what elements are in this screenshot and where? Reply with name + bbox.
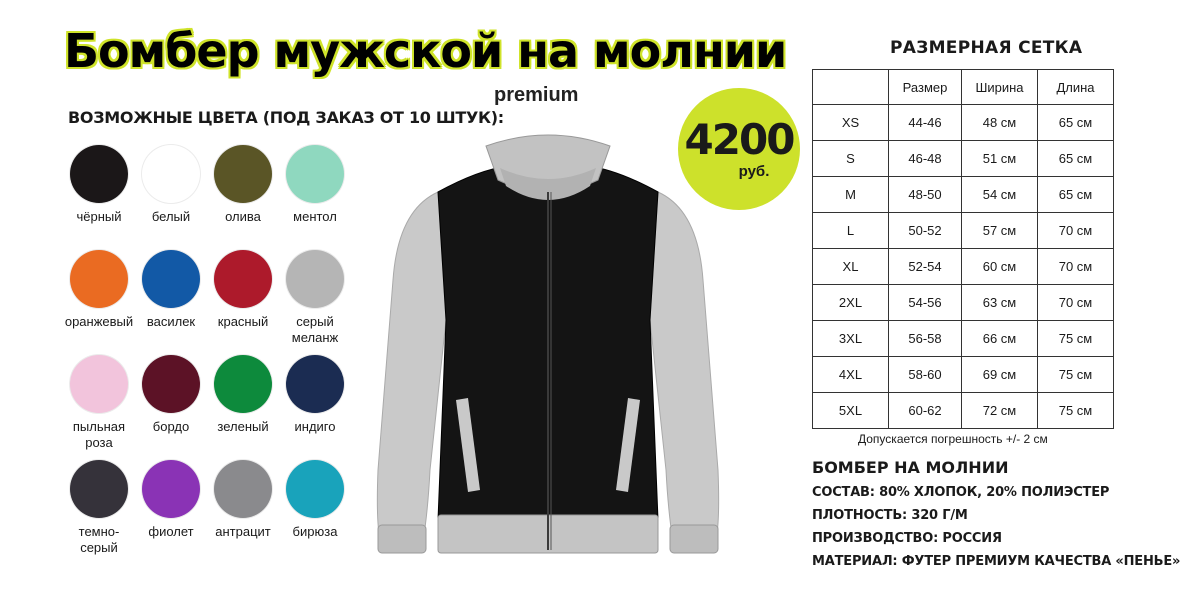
- size-chart-cell: 3XL: [813, 321, 889, 357]
- size-chart-row: [813, 177, 1114, 213]
- size-chart-table: [812, 69, 1114, 429]
- column-header: Размер: [889, 70, 962, 105]
- product-info-title: БОМБЕР НА МОЛНИИ: [812, 458, 1009, 477]
- color-label: красный: [217, 314, 269, 329]
- price-badge: [678, 88, 800, 210]
- column-header: [813, 70, 889, 105]
- column-header: Длина: [1038, 70, 1114, 105]
- color-option: [136, 250, 206, 355]
- size-chart-cell: 4XL: [813, 357, 889, 393]
- color-swatch: [286, 460, 344, 518]
- size-chart-header-row: [813, 70, 1114, 105]
- size-chart-cell: 44-46: [889, 105, 962, 141]
- size-chart-cell: 75 см: [1038, 321, 1114, 357]
- size-chart-row: [813, 321, 1114, 357]
- color-swatch: [142, 460, 200, 518]
- size-chart-cell: 60 см: [962, 249, 1038, 285]
- color-option: [280, 355, 350, 460]
- info-density: ПЛОТНОСТЬ: 320 Г/М: [812, 508, 968, 523]
- color-swatch: [214, 250, 272, 308]
- size-chart-cell: 48 см: [962, 105, 1038, 141]
- product-title: Бомбер мужской на молнии: [64, 24, 787, 78]
- color-label: антрацит: [215, 524, 271, 539]
- color-swatch: [214, 460, 272, 518]
- color-label: индиго: [294, 419, 336, 434]
- color-option: [64, 460, 134, 565]
- color-swatch: [142, 145, 200, 203]
- size-chart-cell: 69 см: [962, 357, 1038, 393]
- color-option: [136, 145, 206, 250]
- color-option: [280, 250, 350, 355]
- size-chart-cell: 52-54: [889, 249, 962, 285]
- size-chart-cell: 2XL: [813, 285, 889, 321]
- size-chart-row: [813, 357, 1114, 393]
- size-chart-row: [813, 105, 1114, 141]
- size-chart-cell: 66 см: [962, 321, 1038, 357]
- info-material: МАТЕРИАЛ: ФУТЕР ПРЕМИУМ КАЧЕСТВА «ПЕНЬЕ»: [812, 554, 1181, 569]
- color-swatch: [214, 355, 272, 413]
- size-chart-cell: XS: [813, 105, 889, 141]
- color-label: бирюза: [292, 524, 338, 539]
- size-chart-cell: 54-56: [889, 285, 962, 321]
- size-chart-cell: 60-62: [889, 393, 962, 429]
- size-chart-cell: 70 см: [1038, 213, 1114, 249]
- color-swatch: [142, 355, 200, 413]
- color-swatch: [70, 460, 128, 518]
- size-chart-cell: 75 см: [1038, 357, 1114, 393]
- color-label: белый: [151, 209, 191, 224]
- color-label: оранжевый: [64, 314, 134, 329]
- size-chart-cell: 70 см: [1038, 249, 1114, 285]
- size-chart-heading: РАЗМЕРНАЯ СЕТКА: [890, 38, 1083, 58]
- size-chart-cell: 65 см: [1038, 105, 1114, 141]
- color-option: [64, 355, 134, 460]
- color-option: [136, 355, 206, 460]
- size-chart-cell: XL: [813, 249, 889, 285]
- size-chart-cell: 50-52: [889, 213, 962, 249]
- product-subtitle: premium: [494, 84, 579, 106]
- price-value: 4200: [684, 114, 794, 164]
- size-chart-cell: 72 см: [962, 393, 1038, 429]
- color-label: темно-серый: [78, 524, 120, 555]
- color-swatch: [70, 355, 128, 413]
- color-swatch-grid: [64, 145, 354, 565]
- color-option: [64, 250, 134, 355]
- size-chart-cell: 5XL: [813, 393, 889, 429]
- color-swatch: [286, 250, 344, 308]
- size-chart-row: [813, 141, 1114, 177]
- color-option: [208, 355, 278, 460]
- color-label: фиолет: [148, 524, 194, 539]
- size-chart-cell: L: [813, 213, 889, 249]
- color-label: бордо: [152, 419, 190, 434]
- color-swatch: [142, 250, 200, 308]
- color-option: [208, 460, 278, 565]
- price-unit: руб.: [738, 162, 770, 180]
- color-swatch: [286, 145, 344, 203]
- color-option: [64, 145, 134, 250]
- size-chart-row: [813, 249, 1114, 285]
- size-chart-cell: 56-58: [889, 321, 962, 357]
- size-chart-cell: 65 см: [1038, 141, 1114, 177]
- bomber-jacket-image: [368, 130, 728, 570]
- size-tolerance-note: Допускается погрешность +/- 2 см: [858, 432, 1048, 446]
- size-chart-cell: 57 см: [962, 213, 1038, 249]
- color-option: [136, 460, 206, 565]
- color-label: василек: [146, 314, 196, 329]
- size-chart-row: [813, 285, 1114, 321]
- color-label: серый меланж: [291, 314, 339, 345]
- size-chart-row: [813, 213, 1114, 249]
- color-swatch: [286, 355, 344, 413]
- color-option: [208, 250, 278, 355]
- info-composition: СОСТАВ: 80% ХЛОПОК, 20% ПОЛИЭСТЕР: [812, 485, 1110, 500]
- size-chart-cell: 65 см: [1038, 177, 1114, 213]
- color-swatch: [214, 145, 272, 203]
- color-swatch: [70, 250, 128, 308]
- size-chart-cell: 51 см: [962, 141, 1038, 177]
- color-label: олива: [225, 209, 261, 224]
- size-chart-cell: M: [813, 177, 889, 213]
- size-chart-cell: 75 см: [1038, 393, 1114, 429]
- color-option: [280, 460, 350, 565]
- color-option: [280, 145, 350, 250]
- size-chart-cell: 70 см: [1038, 285, 1114, 321]
- info-production: ПРОИЗВОДСТВО: РОССИЯ: [812, 531, 1002, 546]
- color-swatch: [70, 145, 128, 203]
- size-chart-row: [813, 393, 1114, 429]
- color-label: ментол: [293, 209, 337, 224]
- color-label: зеленый: [217, 419, 269, 434]
- size-chart-cell: S: [813, 141, 889, 177]
- color-label: чёрный: [76, 209, 122, 224]
- size-chart-cell: 48-50: [889, 177, 962, 213]
- size-chart-cell: 63 см: [962, 285, 1038, 321]
- color-option: [208, 145, 278, 250]
- size-chart-cell: 46-48: [889, 141, 962, 177]
- size-chart-cell: 54 см: [962, 177, 1038, 213]
- product-info: [812, 458, 1180, 577]
- colors-heading: ВОЗМОЖНЫЕ ЦВЕТА (ПОД ЗАКАЗ ОТ 10 ШТУК):: [68, 108, 504, 127]
- column-header: Ширина: [962, 70, 1038, 105]
- size-chart-cell: 58-60: [889, 357, 962, 393]
- color-label: пыльная роза: [72, 419, 126, 450]
